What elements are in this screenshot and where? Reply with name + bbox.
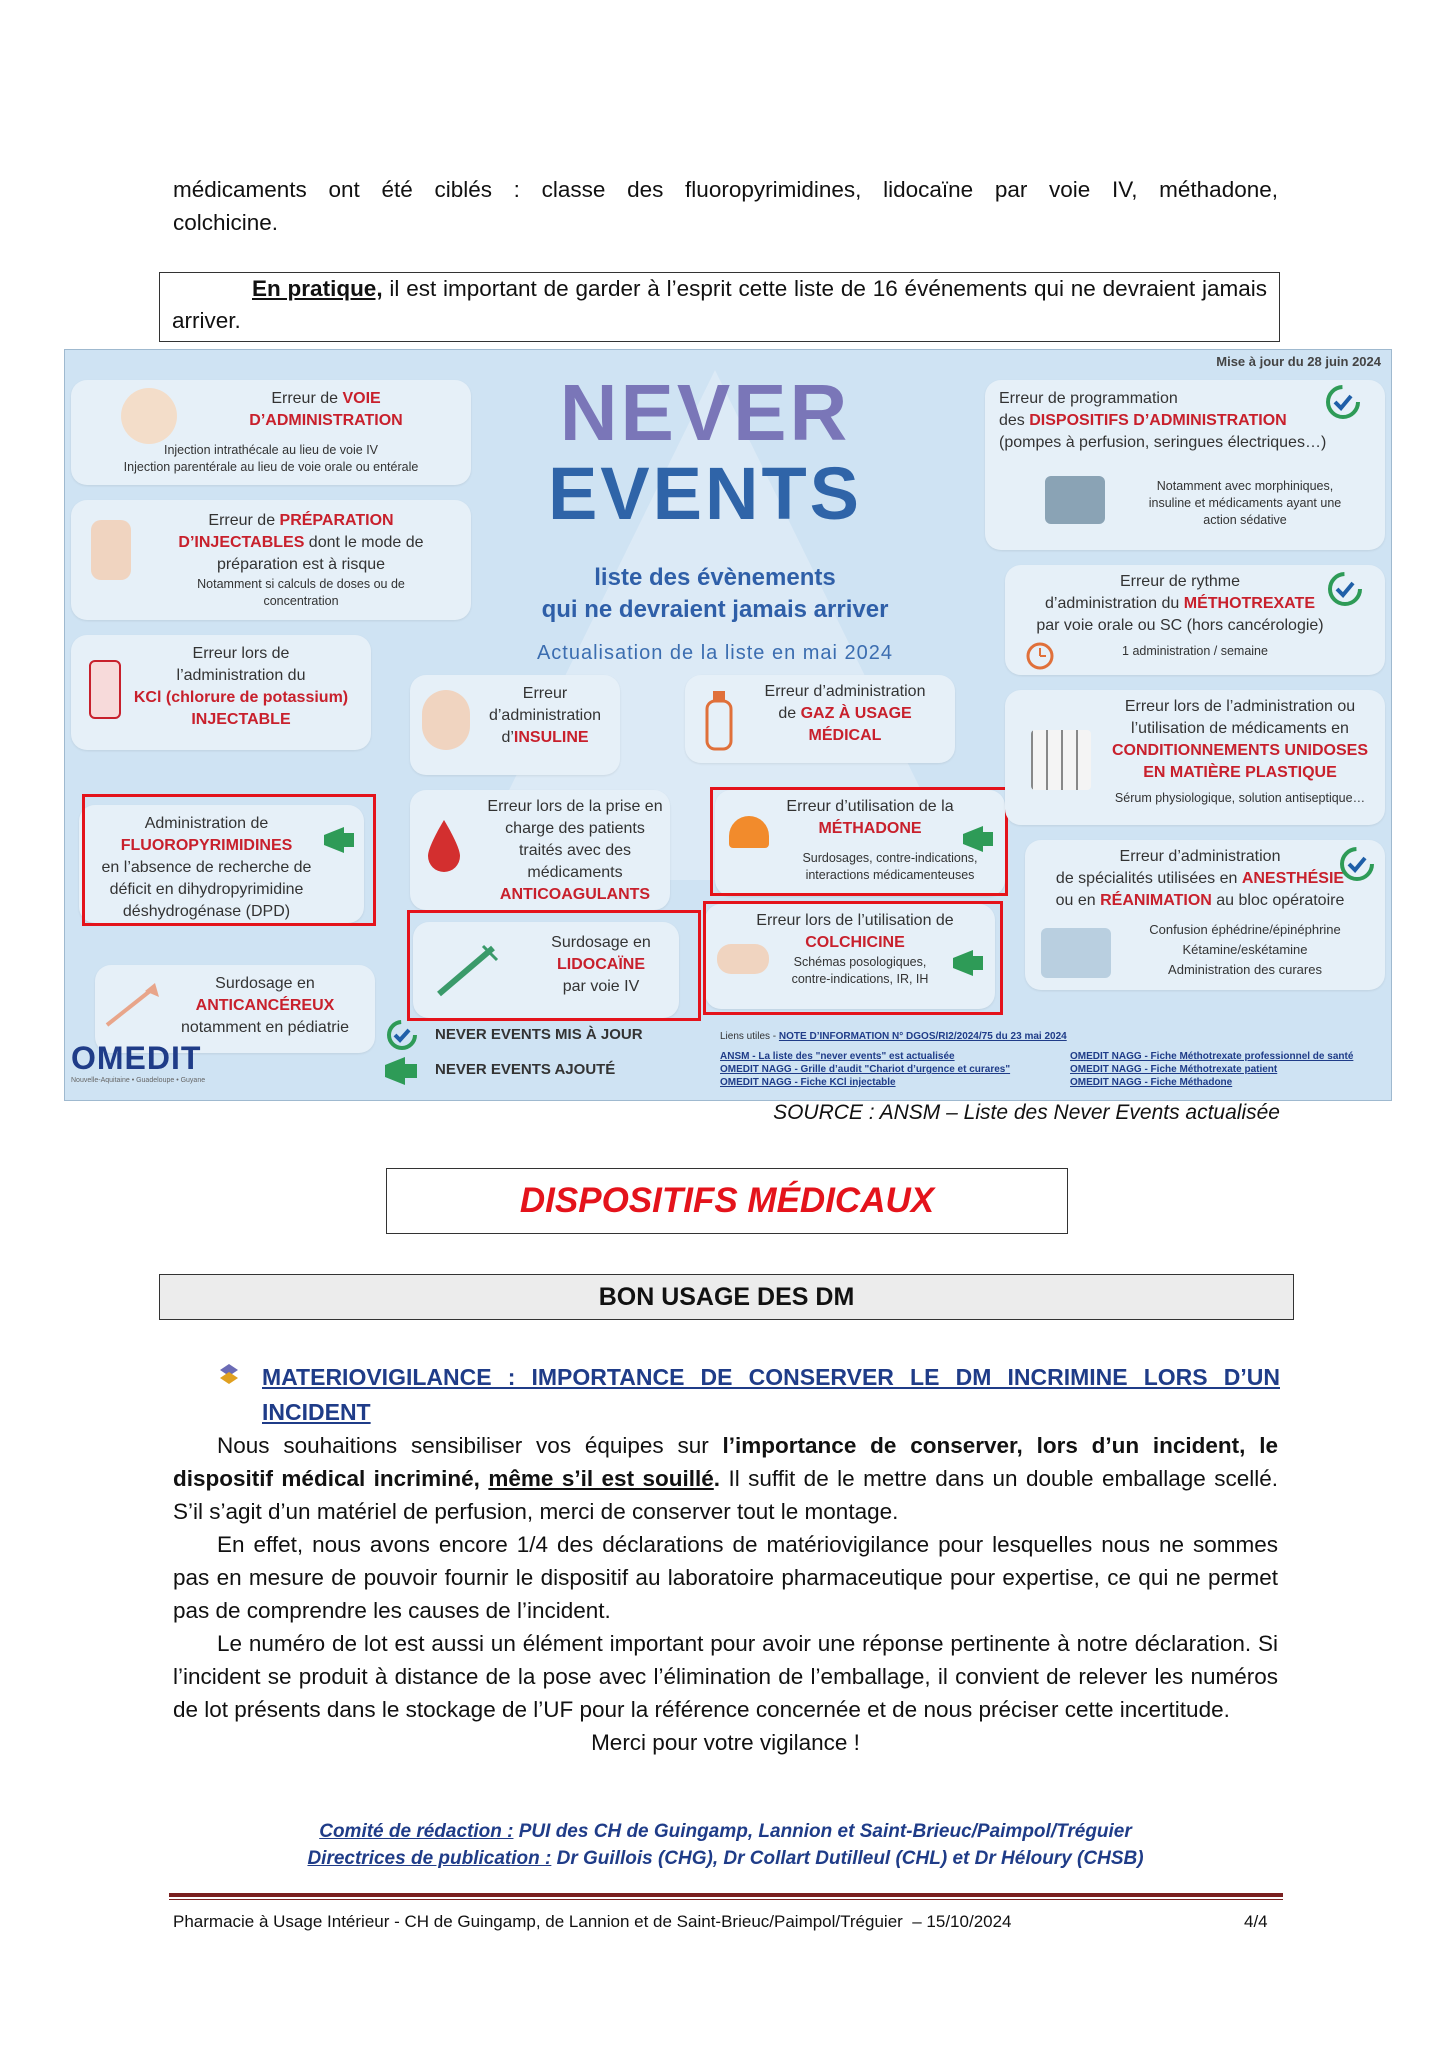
article-thanks: Merci pour votre vigilance ! (591, 1730, 860, 1755)
card-anesthesie-reanimation: Erreur d’administration de spécialités utilisées en ANESTHÉSIE ou en RÉANIMATION au bloc opératoire Confusion éphédrine/épinéphrine Kétamine/eskétamine Administration des curares (1025, 840, 1385, 990)
section-title-box (386, 1168, 1068, 1234)
subsection-title: BON USAGE DES DM (598, 1283, 855, 1311)
gas-cylinder-icon (701, 687, 737, 751)
clock-icon (1025, 641, 1055, 671)
intro-text (173, 173, 1278, 239)
card-dispositifs-administration: Erreur de programmation des DISPOSITIFS D’ADMINISTRATION (pompes à perfusion, seringues électriques…) Notamment avec morphiniques, insuline et médicaments ayant une action sédative (985, 380, 1385, 550)
infographic-title (535, 368, 875, 535)
image-source: SOURCE : ANSM – Liste des Never Events actualisée (773, 1101, 1280, 1124)
check-refresh-icon (385, 1018, 419, 1052)
link-methotrexate-pro[interactable]: OMEDIT NAGG - Fiche Méthotrexate professionnel de santé (1070, 1051, 1354, 1062)
card-voie-administration: Erreur de VOIE D’ADMINISTRATION Injection intrathécale au lieu de voie IV Injection parentérale au lieu de voie orale ou entérale (71, 380, 471, 485)
intro-line-1: médicaments ont été ciblés : classe des fluoropyrimidines, lidocaïne par voie IV, méthadone, (173, 177, 1278, 202)
bullet-icon (218, 1362, 240, 1382)
update-date: Mise à jour du 28 juin 2024 (1216, 354, 1381, 369)
intro-line-2: colchicine. (173, 210, 279, 235)
footer-rule-thin (169, 1899, 1283, 1900)
practice-box (159, 272, 1280, 342)
card-colchicine: Erreur lors de l’utilisation de COLCHICINE Schémas posologiques, contre-indications, IR, IH (705, 904, 995, 1009)
credits-line-1: Comité de rédaction : PUI des CH de Guingamp, Lannion et Saint-Brieuc/Paimpol/Tréguier (319, 1821, 1132, 1842)
iv-bag-icon (89, 660, 121, 719)
links-label: Liens utiles - (720, 1031, 779, 1042)
link-methotrexate-patient[interactable]: OMEDIT NAGG - Fiche Méthotrexate patient (1070, 1064, 1278, 1075)
article-paragraph-2: En effet, nous avons encore 1/4 des déclarations de matériovigilance pour lesquelles nous ne sommes pas en mesure de pouvoir fournir le dispositif au laboratoire pharmaceutique pour expertise, ce qui ne permet pas de comprendre les causes de l’incident. (173, 1532, 1278, 1623)
omedit-logo-text: OMEDIT (71, 1040, 202, 1076)
subtitle-line-1: liste des évènements (594, 564, 836, 591)
highlight-box-fluoropyrimidines (82, 794, 376, 926)
practice-bold: En pratique, (252, 276, 383, 301)
unidoses-note: Sérum physiologique, solution antiseptique… (1114, 791, 1366, 805)
legend-added: NEVER EVENTS AJOUTÉ (435, 1061, 616, 1078)
blood-drop-icon (424, 818, 464, 874)
card-anticancereux: Surdosage en ANTICANCÉREUX notamment en pédiatrie (95, 965, 375, 1053)
article-heading-line-2: INCIDENT (262, 1399, 371, 1425)
infographic-tagline: Actualisation de la liste en mai 2024 (536, 642, 894, 664)
article-heading (262, 1360, 1280, 1430)
card-gaz-medical: Erreur d’administration de GAZ À USAGE MÉDICAL (685, 675, 955, 763)
article-paragraph-1: Nous souhaitions sensibiliser vos équipes sur l’importance de conserver, lors d’un incident, le dispositif médical incriminé, même s’il est souillé. Il suffit de le mettre dans un double emballage scellé. S’il s’agit d’un matériel de perfusion, merci de conserver tout le montage. (173, 1433, 1278, 1524)
article-heading-line-1: MATERIOVIGILANCE : IMPORTANCE DE CONSERVER LE DM INCRIMINE LORS D’UN (262, 1364, 1280, 1390)
link-methadone[interactable]: OMEDIT NAGG - Fiche Méthadone (1070, 1077, 1233, 1088)
link-grille-audit[interactable]: OMEDIT NAGG - Grille d’audit "Chariot d’urgence et curares" (720, 1064, 1011, 1075)
card-methadone: Erreur d’utilisation de la MÉTHADONE Surdosages, contre-indications, interactions médicamenteuses (715, 790, 1005, 896)
footer-text: Pharmacie à Usage Intérieur - CH de Guingamp, de Lannion et de Saint-Brieuc/Paimpol/Tréguier – 15/10/2024 (173, 1912, 1012, 1931)
card-fluoropyrimidines: Administration de FLUOROPYRIMIDINES en l’absence de recherche de déficit en dihydropyrimidine déshydrogénase (DPD) (79, 805, 364, 923)
check-refresh-icon (1337, 844, 1377, 884)
methotrexate-note: 1 administration / semaine (1122, 644, 1268, 658)
link-ansm-list[interactable]: ANSM - La liste des "never events" est actualisée (720, 1051, 955, 1062)
credits-line-2: Directrices de publication : Dr Guillois (CHG), Dr Collart Dutilleul (CHL) et Dr Héloury (CHSB) (307, 1848, 1144, 1869)
never-events-infographic (64, 349, 1392, 1101)
footer-rule (169, 1893, 1283, 1897)
hand-syringe-icon (91, 520, 131, 580)
legend-updated: NEVER EVENTS MIS À JOUR (435, 1026, 643, 1043)
card-lidocaine: Surdosage en LIDOCAÏNE par voie IV (413, 922, 679, 1018)
card-insuline: Erreur d’administration d’INSULINE (410, 675, 620, 775)
page-number: 4/4 (1244, 1912, 1268, 1931)
article-body (173, 1429, 1278, 1759)
credits (173, 1818, 1278, 1872)
operating-room-icon (1041, 928, 1111, 978)
link-note-dgos[interactable]: NOTE D’INFORMATION N° DGOS/RI2/2024/75 du 23 mai 2024 (778, 1031, 1067, 1042)
check-refresh-icon (1325, 569, 1365, 609)
subtitle-line-2: qui ne devraient jamais arriver (541, 596, 889, 623)
unidose-vials-icon (1031, 730, 1091, 790)
card-kcl-injectable: Erreur lors de l’administration du KCl (chlorure de potassium) INJECTABLE (71, 635, 371, 750)
card-methotrexate: Erreur de rythme d’administration du MÉTHOTREXATE par voie orale ou SC (hors cancérologie) 1 administration / semaine (1005, 565, 1385, 675)
omedit-logo-sub: Nouvelle-Aquitaine • Guadeloupe • Guyane (71, 1077, 206, 1084)
omedit-logo (71, 1040, 205, 1084)
card-anticoagulants: Erreur lors de la prise en charge des patients traités avec des médicaments ANTICOAGULANTS (410, 790, 670, 910)
infographic-subtitle (525, 562, 905, 626)
card-unidoses: Erreur lors de l’administration ou l’utilisation de médicaments en CONDITIONNEMENTS UNIDOSES EN MATIÈRE PLASTIQUE Sérum physiologique, solution antiseptique… (1005, 690, 1385, 825)
card-preparation-injectables: Erreur de PRÉPARATION D’INJECTABLES dont le mode de préparation est à risque Notamment si calculs de doses ou de concentration (71, 500, 471, 620)
title-never: NEVER (559, 368, 851, 457)
useful-links (720, 1030, 1380, 1089)
person-illustration-icon (121, 388, 177, 444)
section-title: DISPOSITIFS MÉDICAUX (519, 1181, 935, 1220)
subsection-title-box (159, 1274, 1294, 1320)
link-fiche-kcl[interactable]: OMEDIT NAGG - Fiche KCl injectable (720, 1077, 896, 1088)
highlight-box-colchicine (703, 901, 1003, 1015)
highlight-box-methadone (710, 787, 1008, 896)
infusion-pump-icon (1045, 476, 1105, 524)
megaphone-icon (383, 1055, 421, 1087)
check-refresh-icon (1323, 382, 1363, 422)
highlight-box-lidocaine (407, 910, 701, 1021)
person-injection-icon (422, 690, 470, 750)
title-events: EVENTS (547, 452, 863, 535)
arrow-up-icon (103, 979, 163, 1029)
article-paragraph-3: Le numéro de lot est aussi un élément important pour avoir une réponse pertinente à notre déclaration. Si l’incident se produit à distance de la pose avec l’élimination de l’emballage, il convient de relever les numéros de lot présents dans le stockage de l’UF pour la référence concernée et de nous préciser cette incertitude. (173, 1631, 1278, 1722)
practice-text: il est important de garder à l’esprit cette liste de 16 événements qui ne devraient jamais arriver. (172, 276, 1268, 333)
